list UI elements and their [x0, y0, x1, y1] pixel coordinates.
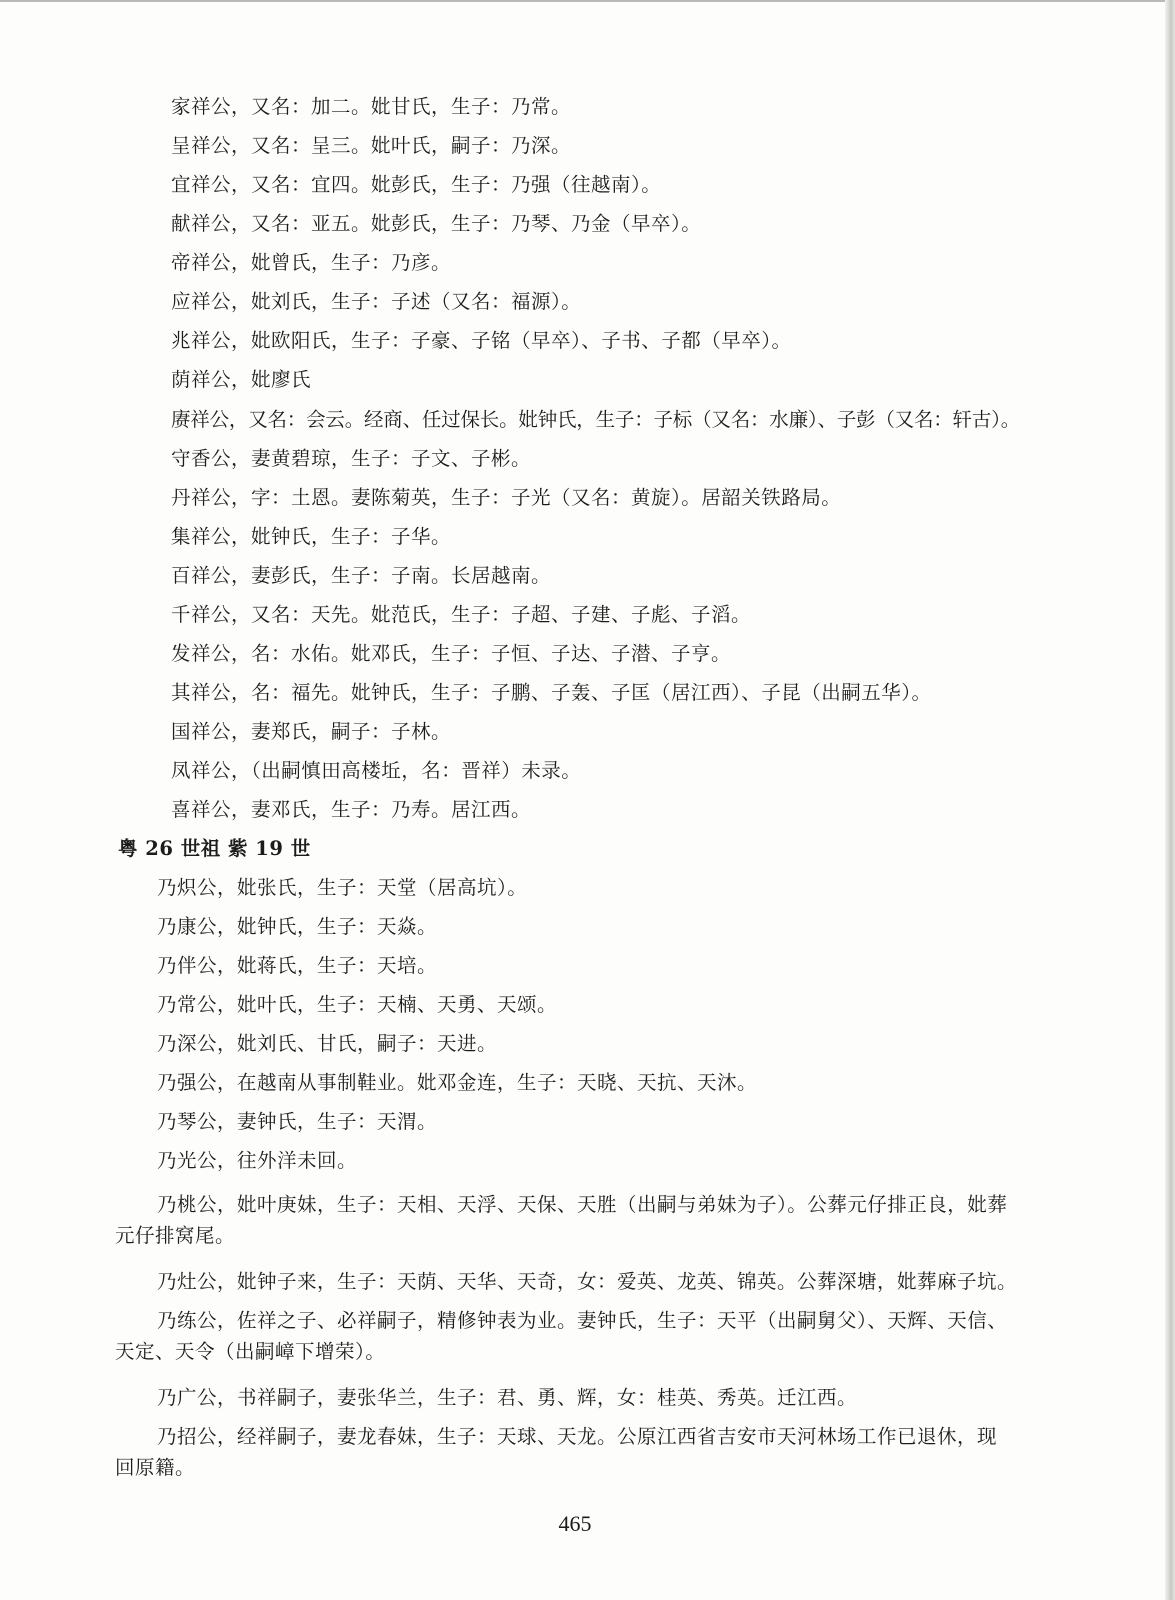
genealogy-entry: 乃琴公，妻钟氏，生子：天渭。 [157, 1110, 438, 1133]
genealogy-entry: 守香公，妻黄碧琼，生子：子文、子彬。 [171, 447, 532, 470]
genealogy-entry: 乃深公，妣刘氏、甘氏，嗣子：天进。 [157, 1032, 498, 1055]
page-edge-shadow [1165, 0, 1175, 1600]
genealogy-entry: 乃伴公，妣蒋氏，生子：天培。 [157, 954, 438, 977]
genealogy-entry: 集祥公，妣钟氏，生子：子华。 [171, 525, 452, 548]
genealogy-entry: 乃光公，往外洋未回。 [157, 1149, 358, 1172]
genealogy-entry-continuation: 回原籍。 [115, 1456, 196, 1479]
genealogy-entry: 百祥公，妻彭氏，生子：子南。长居越南。 [171, 564, 552, 587]
genealogy-entry: 兆祥公，妣欧阳氏，生子：子豪、子铭（早卒）、子书、子都（早卒）。 [171, 329, 792, 352]
genealogy-entry-line: 乃广公，书祥嗣子，妻张华兰，生子：君、勇、辉，女：桂英、秀英。迁江西。 [157, 1386, 858, 1409]
genealogy-entry: 帝祥公，妣曾氏，生子：乃彦。 [171, 251, 452, 274]
genealogy-entry-line: 乃桃公，妣叶庚妹，生子：天相、天浮、天保、天胜（出嗣与弟妹为子）。公葬元仔排正良，妣葬 [157, 1193, 1008, 1216]
genealogy-entry: 乃炽公，妣张氏，生子：天堂（居高坑）。 [157, 876, 528, 899]
genealogy-entry: 乃强公，在越南从事制鞋业。妣邓金连，生子：天晓、天抗、天沐。 [157, 1071, 758, 1094]
genealogy-entry: 乃康公，妣钟氏，生子：天焱。 [157, 915, 438, 938]
genealogy-entry: 国祥公，妻郑氏，嗣子：子林。 [171, 720, 452, 743]
genealogy-entry: 千祥公，又名：天先。妣范氏，生子：子超、子建、子彪、子滔。 [171, 603, 752, 626]
genealogy-entry-continuation: 天定、天令（出嗣嶂下增荣）。 [115, 1340, 386, 1363]
genealogy-entry: 喜祥公，妻邓氏，生子：乃寿。居江西。 [171, 798, 532, 821]
genealogy-entry: 荫祥公，妣廖氏 [171, 368, 312, 391]
genealogy-entry-continuation: 元仔排窝尾。 [115, 1224, 236, 1247]
genealogy-entry-line: 乃灶公，妣钟子来，生子：天荫、天华、天奇，女：爱英、龙英、锦英。公葬深塘，妣葬麻子坑。 [157, 1270, 1018, 1293]
genealogy-entry-line: 乃招公，经祥嗣子，妻龙春妹，生子：天球、天龙。公原江西省吉安市天河林场工作已退休，现 [157, 1425, 998, 1448]
genealogy-entry: 呈祥公，又名：呈三。妣叶氏，嗣子：乃深。 [171, 134, 572, 157]
genealogy-entry: 应祥公，妣刘氏，生子：子述（又名：福源）。 [171, 290, 582, 313]
page-number: 465 [558, 1511, 592, 1536]
genealogy-entry: 乃常公，妣叶氏，生子：天楠、天勇、天颂。 [157, 993, 558, 1016]
genealogy-entry: 凤祥公，（出嗣慎田高楼坵，名：晋祥）未录。 [171, 759, 582, 782]
genealogy-entry: 发祥公，名：水佑。妣邓氏，生子：子恒、子达、子潜、子亨。 [171, 642, 732, 665]
genealogy-entry: 家祥公，又名：加二。妣甘氏，生子：乃常。 [171, 95, 572, 118]
section-heading: 粤 26 世祖 紫 19 世 [118, 837, 311, 860]
genealogy-entry: 宜祥公，又名：宜四。妣彭氏，生子：乃强（往越南）。 [171, 173, 662, 196]
genealogy-entry: 其祥公，名：福先。妣钟氏，生子：子鹏、子轰、子匡（居江西）、子昆（出嗣五华）。 [171, 681, 932, 704]
genealogy-entry-line: 乃练公，佐祥之子、必祥嗣子，精修钟表为业。妻钟氏，生子：天平（出嗣舅父）、天辉、天信、 [157, 1309, 1008, 1332]
genealogy-entry: 赓祥公，又名：会云。经商、任过保长。妣钟氏，生子：子标（又名：水廉）、子彭（又名：轩古）。 [171, 408, 1021, 431]
genealogy-entry: 献祥公，又名：亚五。妣彭氏，生子：乃琴、乃金（早卒）。 [171, 212, 702, 235]
genealogy-entry: 丹祥公，字：土恩。妻陈菊英，生子：子光（又名：黄旋）。居韶关铁路局。 [171, 486, 842, 509]
